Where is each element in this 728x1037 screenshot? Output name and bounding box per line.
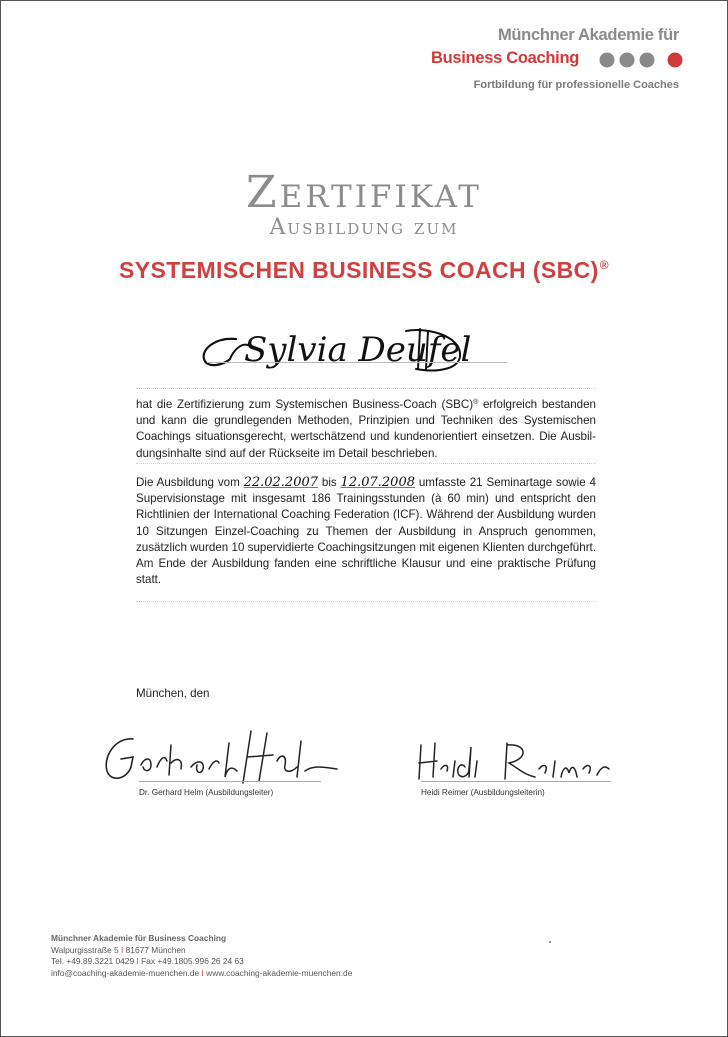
recipient-name-handwriting <box>196 319 526 381</box>
paragraph-qualification-a: hat die Zertifizierung zum Systemischen Business-Coach (SBC) <box>136 398 474 411</box>
footer-sep-3: I <box>201 967 204 978</box>
paragraph-qualification-b: erfolgreich bestanden und kann die grundlegenden Methoden, Prinzipien und Techniken des Systemischen Coachings situationsgerecht, wertschätzend und kundenorientiert einsetzen. Die Ausbildungsinhalte sind auf der Rückseite im Detail beschrieben. <box>136 398 596 460</box>
recipient-name-text: Sylvia Deufel <box>244 330 472 370</box>
logo-dots-icon <box>598 51 684 69</box>
footer-tel: Tel. +49.89.3221 0429 <box>51 956 135 967</box>
logo-tagline: Fortbildung für professionelle Coaches <box>473 79 679 91</box>
logo-line1: Münchner Akademie für <box>497 26 679 44</box>
date-from-handwritten: 22.02.2007 <box>243 475 319 490</box>
footer-city: 81677 München <box>125 944 186 955</box>
certificate-degree <box>1 257 727 284</box>
paper-speck <box>549 941 551 943</box>
signature-caption-left: Dr. Gerhard Helm (Ausbildungsleiter) <box>139 788 274 797</box>
registered-mark-body: ® <box>473 399 479 406</box>
divider-top <box>136 388 596 389</box>
footer-fax: Fax +49.1805.996 26 24 63 <box>141 956 244 967</box>
name-underline <box>207 362 507 363</box>
signature-heidi-reimer <box>411 739 631 785</box>
certificate-subtitle: Ausbildung zum <box>269 215 459 240</box>
signature-line-right <box>421 781 611 782</box>
footer-website[interactable]: www.coaching-akademie-muenchen.de <box>206 967 353 978</box>
training-mid: bis <box>318 476 341 489</box>
footer-web-line <box>51 968 352 980</box>
registered-mark: ® <box>599 258 609 272</box>
footer-street: Walpurgisstraße 5 <box>51 944 119 955</box>
certificate-title: Zertifikat <box>246 167 482 218</box>
paragraph-qualification <box>136 395 596 462</box>
footer-sep-1: I <box>120 944 124 955</box>
training-prefix: Die Ausbildung vom <box>136 476 244 489</box>
footer-street-line <box>51 945 352 957</box>
footer-sep-2: I <box>136 956 139 967</box>
signature-line-left <box>139 781 321 782</box>
divider-bottom <box>136 601 596 602</box>
place-date: München, den <box>136 687 210 700</box>
signature-caption-right: Heidi Reimer (Ausbildungsleiterin) <box>421 788 545 797</box>
training-rest: umfasste 21 Seminartage sowie 4 Supervisionstage mit insgesamt 186 Trainingsstunden (à 60 min) und entspricht den Richtlinien der International Coaching Federation (ICF). Während der Ausbildung wurden 10 Sitzungen Einzel-Coaching zu Themen der Ausbildung in Anspruch genommen, zusätzlich wurden 10 supervidierte Coachingsitzungen mit eigenen Klienten durchgeführt. Am Ende der Ausbildung fanden eine schriftliche Klausur und eine praktische Prüfung statt. <box>136 476 596 587</box>
certificate-degree-text: SYSTEMISCHEN BUSINESS COACH (SBC) <box>119 257 599 283</box>
paragraph-training-details <box>136 475 596 588</box>
footer-email[interactable]: info@coaching-akademie-muenchen.de <box>51 967 200 978</box>
footer-address <box>51 933 352 979</box>
footer-org: Münchner Akademie für Business Coaching <box>51 933 227 943</box>
date-to-handwritten: 12.07.2008 <box>340 475 415 490</box>
logo-line2: Business Coaching <box>431 49 580 67</box>
divider-middle <box>136 463 596 464</box>
footer-phone-line <box>51 956 352 968</box>
